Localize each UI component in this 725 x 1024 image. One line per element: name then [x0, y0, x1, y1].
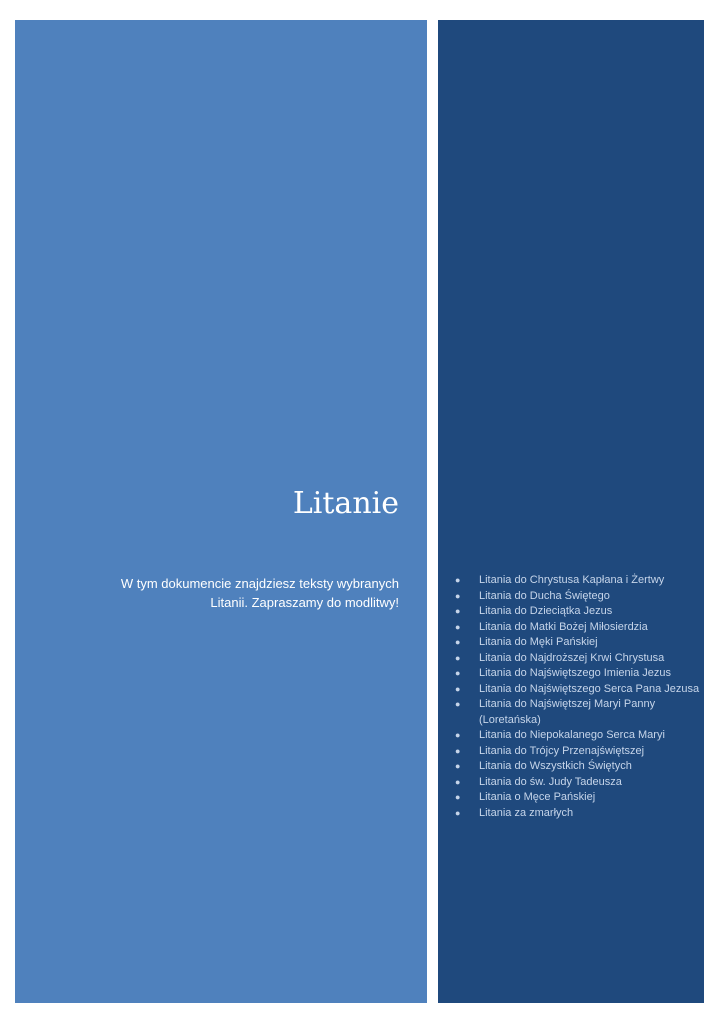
- litany-item-label: Litania do Najświętszego Imienia Jezus: [479, 667, 671, 679]
- bullet-icon: ●: [455, 792, 461, 802]
- litany-item-label: Litania do św. Judy Tadeusza: [479, 775, 622, 788]
- bullet-icon: ●: [455, 575, 461, 585]
- list-item: [438, 620, 700, 636]
- document-subtitle: W tym dokumencie znajdziesz teksty wybranych Litanii. Zapraszamy do modlitwy!: [120, 576, 399, 610]
- litany-item-label: Litania do Trójcy Przenajświętszej: [479, 744, 645, 757]
- list-item: [438, 589, 700, 605]
- list-item: [438, 666, 700, 682]
- list-item: [438, 651, 700, 667]
- litany-item-label: Litania do Dzieciątka Jezus: [479, 605, 613, 617]
- bullet-icon: ●: [455, 590, 461, 601]
- bullet-icon: ●: [455, 606, 461, 616]
- litany-item-label: Litania do Najświętszej Maryi Panny (Loretańska): [479, 698, 656, 726]
- bullet-icon: ●: [455, 776, 461, 787]
- litany-item-label: Litania do Ducha Świętego: [479, 589, 610, 602]
- cover-left-panel: [15, 20, 427, 1003]
- bullet-icon: ●: [455, 621, 461, 632]
- list-item: [438, 697, 700, 728]
- list-item: [438, 604, 700, 620]
- bullet-icon: ●: [455, 668, 461, 678]
- litany-list: [438, 573, 700, 821]
- litany-item-label: Litania do Chrystusa Kapłana i Żertwy: [479, 574, 665, 586]
- litany-item-label: Litania za zmarłych: [479, 806, 574, 819]
- list-item: [438, 744, 700, 760]
- list-item: [438, 635, 700, 651]
- document-title: Litanie: [292, 486, 399, 521]
- bullet-icon: ●: [455, 730, 461, 740]
- bullet-icon: ●: [455, 807, 461, 818]
- list-item: [438, 759, 700, 775]
- bullet-icon: ●: [455, 652, 461, 663]
- litany-item-label: Litania do Męki Pańskiej: [479, 636, 598, 648]
- litany-item-label: Litania do Matki Bożej Miłosierdzia: [479, 620, 648, 633]
- cover-right-panel: [438, 20, 704, 1003]
- litany-item-label: Litania do Najdroższej Krwi Chrystusa: [479, 651, 665, 664]
- bullet-icon: ●: [455, 761, 461, 771]
- bullet-icon: ●: [455, 699, 461, 709]
- list-item: [438, 728, 700, 744]
- bullet-icon: ●: [455, 637, 461, 647]
- bullet-icon: ●: [455, 683, 461, 694]
- litany-item-label: Litania do Wszystkich Świętych: [479, 760, 632, 772]
- list-item: [438, 775, 700, 791]
- litany-item-label: Litania do Najświętszego Serca Pana Jezusa: [479, 682, 700, 695]
- litany-item-label: Litania do Niepokalanego Serca Maryi: [479, 729, 665, 741]
- list-item: [438, 806, 700, 822]
- list-item: [438, 682, 700, 698]
- list-item: [438, 790, 700, 806]
- bullet-icon: ●: [455, 745, 461, 756]
- litany-item-label: Litania o Męce Pańskiej: [479, 791, 596, 803]
- list-item: [438, 573, 700, 589]
